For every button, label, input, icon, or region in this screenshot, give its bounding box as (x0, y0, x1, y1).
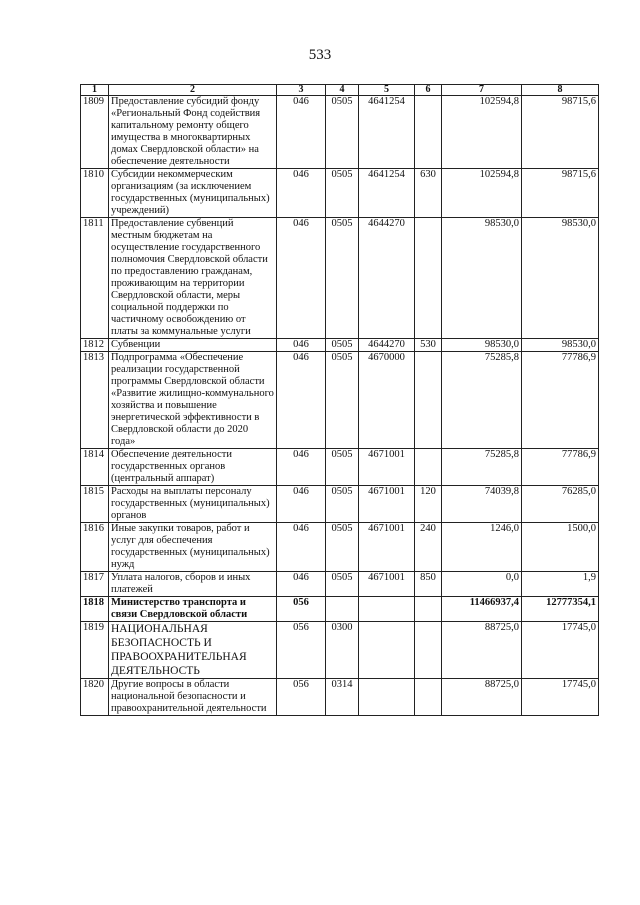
amount-year1-cell: 102594,8 (442, 96, 522, 169)
row-number-cell: 1819 (81, 622, 109, 679)
amount-year2-cell: 77786,9 (522, 449, 599, 486)
row-number-cell: 1818 (81, 597, 109, 622)
expense-type-cell: 630 (415, 169, 442, 218)
amount-year1-cell: 88725,0 (442, 679, 522, 716)
amount-year2-cell: 98715,6 (522, 96, 599, 169)
ministry-code-cell: 056 (277, 597, 326, 622)
row-name-cell: Предоставление субсидий фонду «Региональный Фонд содействия капитальному ремонту общего имущества в многоквартирных домах Свердловской области» на обеспечение деятельности (109, 96, 277, 169)
amount-year2-cell: 17745,0 (522, 622, 599, 679)
column-header-3: 3 (277, 85, 326, 96)
amount-year2-cell: 98715,6 (522, 169, 599, 218)
expense-type-cell: 120 (415, 486, 442, 523)
table-row (81, 449, 599, 486)
section-code-cell: 0505 (326, 449, 359, 486)
expense-type-cell (415, 679, 442, 716)
section-code-cell (326, 597, 359, 622)
expense-type-cell (415, 597, 442, 622)
target-article-cell: 4670000 (359, 352, 415, 449)
column-header-2: 2 (109, 85, 277, 96)
amount-year2-cell: 1500,0 (522, 523, 599, 572)
row-number-cell: 1810 (81, 169, 109, 218)
ministry-code-cell: 046 (277, 339, 326, 352)
row-number-cell: 1813 (81, 352, 109, 449)
target-article-cell: 4641254 (359, 96, 415, 169)
row-number-cell: 1811 (81, 218, 109, 339)
expense-type-cell (415, 622, 442, 679)
amount-year2-cell: 76285,0 (522, 486, 599, 523)
row-name-cell: Подпрограмма «Обеспечение реализации государственной программы Свердловской области «Развитие жилищно-коммунального хозяйства и повышение энергетической эффективности в Свердловской области до 2020 года» (109, 352, 277, 449)
section-code-cell: 0300 (326, 622, 359, 679)
target-article-cell: 4644270 (359, 218, 415, 339)
row-number-cell: 1820 (81, 679, 109, 716)
table-row (81, 169, 599, 218)
table-row (81, 523, 599, 572)
column-header-6: 6 (415, 85, 442, 96)
ministry-code-cell: 046 (277, 449, 326, 486)
row-name-cell: Обеспечение деятельности государственных органов (центральный аппарат) (109, 449, 277, 486)
row-number-cell: 1812 (81, 339, 109, 352)
amount-year2-cell: 12777354,1 (522, 597, 599, 622)
table-row (81, 96, 599, 169)
table-row (81, 486, 599, 523)
section-code-cell: 0505 (326, 486, 359, 523)
column-header-1: 1 (81, 85, 109, 96)
expense-type-cell: 530 (415, 339, 442, 352)
amount-year2-cell: 98530,0 (522, 218, 599, 339)
target-article-cell (359, 597, 415, 622)
amount-year1-cell: 1246,0 (442, 523, 522, 572)
table-row (81, 339, 599, 352)
amount-year1-cell: 11466937,4 (442, 597, 522, 622)
row-name-cell: Иные закупки товаров, работ и услуг для обеспечения государственных (муниципальных) нужд (109, 523, 277, 572)
row-name-cell: Министерство транспорта и связи Свердловской области (109, 597, 277, 622)
amount-year1-cell: 98530,0 (442, 218, 522, 339)
amount-year1-cell: 74039,8 (442, 486, 522, 523)
target-article-cell: 4671001 (359, 449, 415, 486)
section-code-cell: 0505 (326, 572, 359, 597)
table-row (81, 352, 599, 449)
ministry-code-cell: 046 (277, 352, 326, 449)
section-code-cell: 0505 (326, 339, 359, 352)
ministry-code-cell: 046 (277, 218, 326, 339)
column-header-7: 7 (442, 85, 522, 96)
budget-table (80, 84, 599, 716)
column-header-8: 8 (522, 85, 599, 96)
ministry-code-cell: 046 (277, 572, 326, 597)
expense-type-cell (415, 449, 442, 486)
ministry-code-cell: 056 (277, 679, 326, 716)
row-number-cell: 1809 (81, 96, 109, 169)
column-header-4: 4 (326, 85, 359, 96)
expense-type-cell (415, 218, 442, 339)
section-code-cell: 0505 (326, 352, 359, 449)
ministry-code-cell: 046 (277, 486, 326, 523)
amount-year1-cell: 75285,8 (442, 449, 522, 486)
row-number-cell: 1815 (81, 486, 109, 523)
ministry-code-cell: 056 (277, 622, 326, 679)
row-name-cell: Субсидии некоммерческим организациям (за исключением государственных (муниципальных) учреждений) (109, 169, 277, 218)
amount-year2-cell: 1,9 (522, 572, 599, 597)
amount-year1-cell: 0,0 (442, 572, 522, 597)
table-row (81, 218, 599, 339)
section-code-cell: 0505 (326, 169, 359, 218)
ministry-code-cell: 046 (277, 169, 326, 218)
row-name-cell: Другие вопросы в области национальной безопасности и правоохранительной деятельности (109, 679, 277, 716)
target-article-cell (359, 679, 415, 716)
row-name-cell: Субвенции (109, 339, 277, 352)
row-number-cell: 1816 (81, 523, 109, 572)
target-article-cell: 4671001 (359, 486, 415, 523)
ministry-code-cell: 046 (277, 96, 326, 169)
row-number-cell: 1817 (81, 572, 109, 597)
amount-year1-cell: 98530,0 (442, 339, 522, 352)
amount-year1-cell: 102594,8 (442, 169, 522, 218)
target-article-cell: 4641254 (359, 169, 415, 218)
section-code-cell: 0505 (326, 523, 359, 572)
expense-type-cell: 240 (415, 523, 442, 572)
page-number: 533 (308, 47, 332, 63)
column-header-5: 5 (359, 85, 415, 96)
row-name-cell: НАЦИОНАЛЬНАЯ БЕЗОПАСНОСТЬ И ПРАВООХРАНИТЕЛЬНАЯ ДЕЯТЕЛЬНОСТЬ (109, 622, 277, 679)
amount-year2-cell: 77786,9 (522, 352, 599, 449)
expense-type-cell: 850 (415, 572, 442, 597)
expense-type-cell (415, 96, 442, 169)
table-row (81, 622, 599, 679)
target-article-cell: 4644270 (359, 339, 415, 352)
row-name-cell: Расходы на выплаты персоналу государственных (муниципальных) органов (109, 486, 277, 523)
section-code-cell: 0505 (326, 218, 359, 339)
target-article-cell: 4671001 (359, 523, 415, 572)
ministry-code-cell: 046 (277, 523, 326, 572)
section-code-cell: 0505 (326, 96, 359, 169)
amount-year2-cell: 98530,0 (522, 339, 599, 352)
expense-type-cell (415, 352, 442, 449)
table-row (81, 597, 599, 622)
row-name-cell: Уплата налогов, сборов и иных платежей (109, 572, 277, 597)
table-row (81, 679, 599, 716)
table-body (81, 96, 599, 716)
table-header-row (81, 85, 599, 96)
table-row (81, 572, 599, 597)
amount-year1-cell: 75285,8 (442, 352, 522, 449)
row-number-cell: 1814 (81, 449, 109, 486)
section-code-cell: 0314 (326, 679, 359, 716)
amount-year2-cell: 17745,0 (522, 679, 599, 716)
target-article-cell: 4671001 (359, 572, 415, 597)
amount-year1-cell: 88725,0 (442, 622, 522, 679)
target-article-cell (359, 622, 415, 679)
row-name-cell: Предоставление субвенций местным бюджетам на осуществление государственного полномочия Свердловской области по предоставлению гражданам, проживающим на территории Свердловской области, меры социальной поддержки по частичному освобождению от платы за коммунальные услуги (109, 218, 277, 339)
